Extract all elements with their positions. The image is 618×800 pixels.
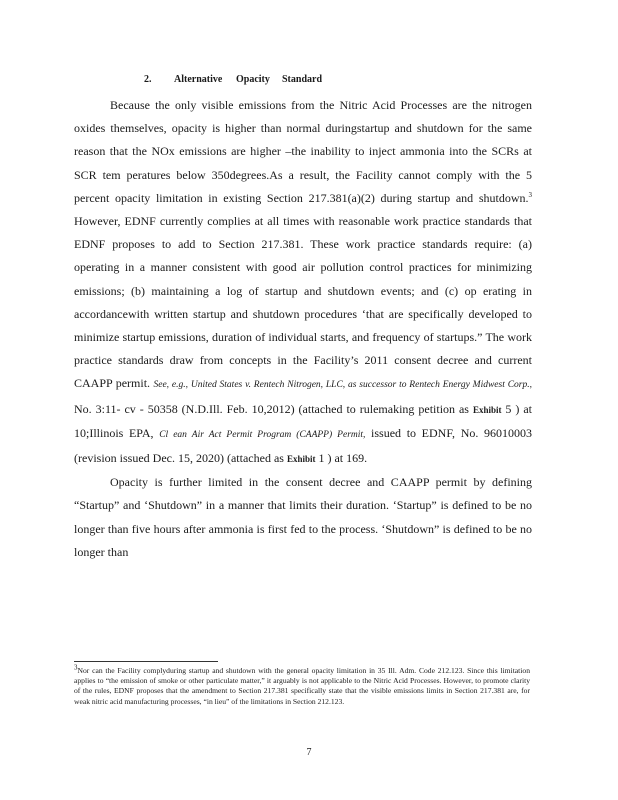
paragraph-1-text-e: issued to EDNF, No. 96010003 (revision issued Dec. 15, 2020) (attached as: [74, 425, 533, 466]
paragraph-1-text-f: 1 ) at 169.: [315, 451, 368, 466]
footnote-reference: 3: [528, 190, 532, 199]
paragraph-2: Opacity is further limited in the consent decree and CAAPP permit by defining “Startup” and ‘Shutdown” in a manner that limits their duration. ‘Startup” is defined to be no longer than five hours after ammonia is first fed to the process. ‘Shutdown” is defined to be no longer than: [74, 475, 532, 559]
exhibit-label-5: Exhibit: [472, 404, 502, 415]
footnote-divider: [74, 661, 218, 662]
exhibit-label-1: Exhibit: [286, 454, 316, 465]
section-heading: [144, 74, 322, 85]
paragraph-1: [74, 94, 532, 471]
section-number: 2.: [144, 74, 152, 85]
paragraph-1-text-a: Because the only visible emissions from the Nitric Acid Processes are the nitrogen oxides themselves, opacity is higher than normal duringstartup and shutdown for the same reason that the NOx emissions are higher –the inability to inject ammonia into the SCRs at SCR tem peratures below 350degrees.As a result, the Facility cannot comply with the 5 percent opacity limitation in existing Section 217.381(a)(2) during startup and shutdown.: [74, 98, 532, 205]
paragraph-1-text-b: However, EDNF currently complies at all times with reasonable work practice standards that EDNF proposes to add to Section 217.381. These work practice standards require: (a) operating in a manner consistent with good air pollution control practices for minimizing emissions; (b) maintaining a log of startup and shutdown events; and (c) op erating in accordancewith written startup and shutdown procedures ‘that are specifically developed to minimize startup emissions, duration of individual starts, and frequency of startups.” The work practice standards draw from concepts in the Facility’s 2011 consent decree and current CAAPP permit.: [74, 214, 532, 391]
footnote-text: Nor can the Facility complyduring startup and shutdown with the general opacity limitation in 35 Ill. Adm. Code 212.123. Since this limitation applies to “the emission of smoke or other particulate matter,” it arguably is not applicable to the Nitric Acid Processes. However, to promote clarity of the rules, EDNF proposes that the amendment to Section 217.381 specifically state that the visible emissions limits in Section 217.381 are, for weak nitric acid manufacturing processes, “in lieu” of the limitations in Section 212.123.: [74, 666, 530, 706]
body-text: [74, 94, 532, 564]
page-number: 7: [306, 747, 312, 758]
footnote-marker: 3: [74, 663, 78, 672]
heading-word-alternative: Alternative: [174, 74, 223, 85]
heading-word-standard: Standard: [282, 74, 323, 85]
paragraph-1-text-c: No. 3:11- cv - 50358 (N.D.Ill. Feb. 10,2012) (attached to rulemaking petition as: [74, 401, 473, 416]
heading-word-opacity: Opacity: [236, 74, 270, 85]
citation-caapp-permit: Cl ean Air Act Permit Program (CAAPP) Permit,: [159, 429, 366, 440]
paragraph-1-text-d: 5 ) at 10;Illinois EPA,: [74, 401, 533, 440]
footnote: [74, 663, 530, 707]
citation-rentech: See, e.g., United States v. Rentech Nitrogen, LLC, as successor to Rentech Energy Midwest Corp.,: [153, 380, 532, 391]
